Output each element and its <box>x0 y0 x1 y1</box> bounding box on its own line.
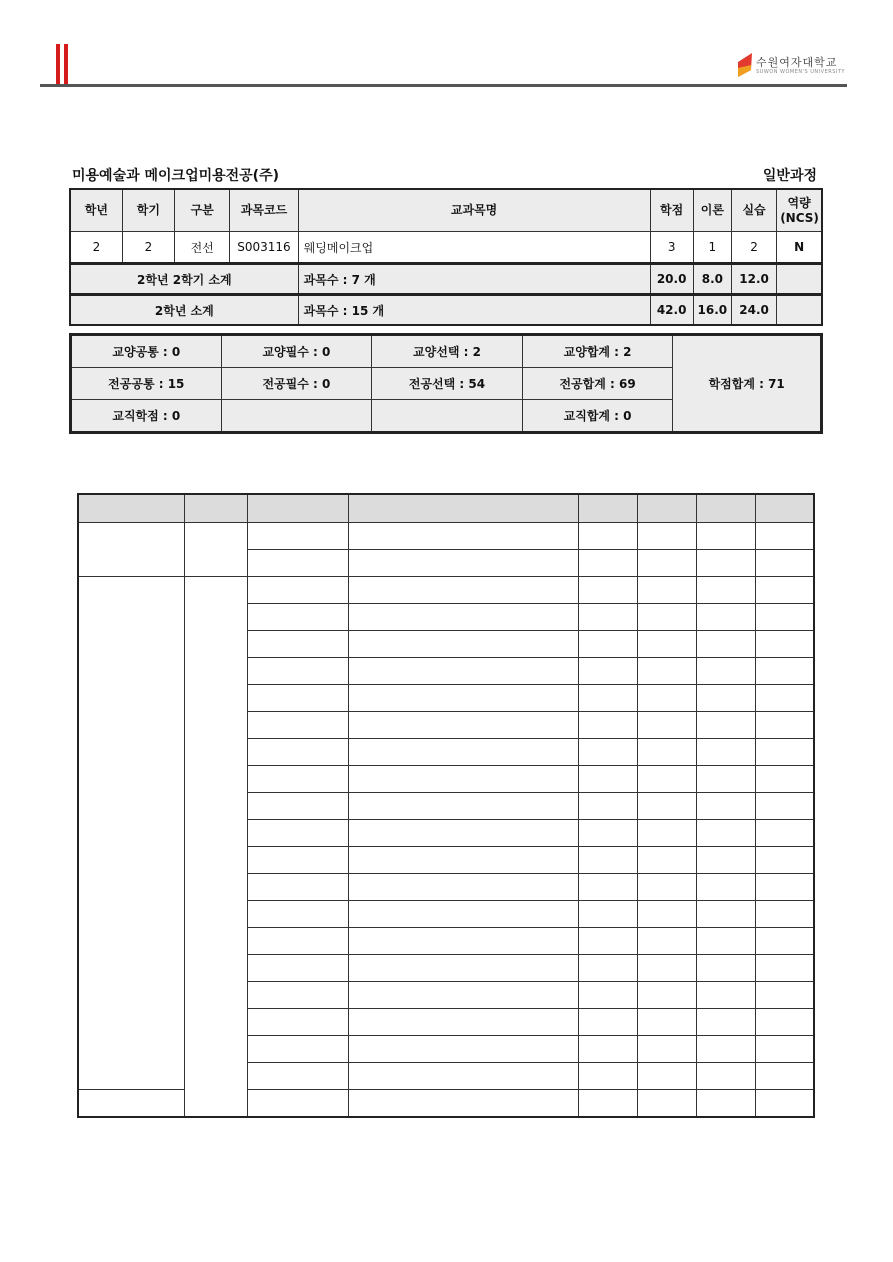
liberal-total: 교양합계 : 2 <box>522 335 673 368</box>
blank-cell <box>637 550 696 577</box>
blank-cell <box>637 658 696 685</box>
cell-year: 2 <box>70 232 122 264</box>
blank-cell <box>247 685 348 712</box>
blank-cell <box>349 847 579 874</box>
blank-cell <box>349 820 579 847</box>
blank-cell <box>578 739 637 766</box>
header-theory: 이론 <box>693 189 731 232</box>
credit-summary-table <box>69 333 823 434</box>
blank-cell <box>578 604 637 631</box>
blank-cell <box>756 631 814 658</box>
blank-cell <box>756 1009 814 1036</box>
blank-cell <box>697 1090 756 1118</box>
blank-cell <box>578 1063 637 1090</box>
major-elective: 전공선택 : 54 <box>372 368 523 400</box>
blank-cell <box>578 928 637 955</box>
blank-cell <box>637 1090 696 1118</box>
blank-cell <box>697 631 756 658</box>
blank-cell <box>756 847 814 874</box>
blank-header-cell <box>637 494 696 523</box>
blank-cell <box>578 658 637 685</box>
blank-cell <box>349 982 579 1009</box>
blank-cell <box>578 793 637 820</box>
blank-cell <box>756 982 814 1009</box>
blank-cell <box>349 1063 579 1090</box>
teaching-empty-1 <box>221 400 372 433</box>
blank-cell <box>349 1036 579 1063</box>
blank-cell <box>756 658 814 685</box>
header-ncs: 역량 (NCS) <box>777 189 822 232</box>
blank-header-cell <box>756 494 814 523</box>
blank-cell <box>578 847 637 874</box>
header-year: 학년 <box>70 189 122 232</box>
blank-cell <box>697 928 756 955</box>
blank-cell <box>247 874 348 901</box>
subtotal-theory: 16.0 <box>693 295 731 326</box>
blank-cell <box>247 928 348 955</box>
header-accent-bar-left <box>56 44 60 84</box>
blank-cell <box>349 631 579 658</box>
blank-cell <box>697 1036 756 1063</box>
major-common: 전공공통 : 15 <box>71 368 222 400</box>
blank-cell <box>247 820 348 847</box>
blank-cell <box>578 766 637 793</box>
blank-cell <box>578 1036 637 1063</box>
table-row <box>70 232 822 264</box>
blank-cell <box>349 658 579 685</box>
blank-cell <box>756 1063 814 1090</box>
blank-cell <box>697 685 756 712</box>
blank-cell <box>247 901 348 928</box>
blank-cell <box>637 1036 696 1063</box>
blank-cell <box>349 766 579 793</box>
blank-cell <box>349 685 579 712</box>
major-total: 전공합계 : 69 <box>522 368 673 400</box>
header-practice: 실습 <box>731 189 776 232</box>
blank-cell <box>637 523 696 550</box>
blank-cell <box>756 604 814 631</box>
blank-cell <box>349 523 579 550</box>
blank-cell <box>578 631 637 658</box>
blank-cell <box>756 820 814 847</box>
blank-cell <box>247 523 348 550</box>
blank-cell <box>578 1009 637 1036</box>
department-title: 미용예술과 메이크업미용전공(주) <box>72 168 280 184</box>
header-accent-bar-right <box>64 44 68 84</box>
cell-theory: 1 <box>693 232 731 264</box>
blank-cell <box>247 658 348 685</box>
blank-cell <box>756 1090 814 1118</box>
blank-cell <box>78 523 184 577</box>
blank-cell <box>637 1063 696 1090</box>
subtotal-credits: 42.0 <box>650 295 693 326</box>
blank-cell <box>349 928 579 955</box>
blank-cell <box>247 550 348 577</box>
blank-cell <box>247 955 348 982</box>
blank-cell <box>184 577 247 1118</box>
blank-cell <box>697 874 756 901</box>
blank-cell <box>578 955 637 982</box>
blank-cell <box>697 1063 756 1090</box>
course-type-label: 일반과정 <box>762 168 817 184</box>
blank-cell <box>637 874 696 901</box>
table-row <box>78 577 814 604</box>
blank-cell <box>349 550 579 577</box>
blank-cell <box>756 523 814 550</box>
blank-cell <box>637 955 696 982</box>
teaching-credits: 교직학점 : 0 <box>71 400 222 433</box>
cell-semester: 2 <box>122 232 174 264</box>
blank-header-cell <box>349 494 579 523</box>
header-course-code: 과목코드 <box>230 189 298 232</box>
blank-header-cell <box>697 494 756 523</box>
blank-cell <box>637 739 696 766</box>
blank-cell <box>247 577 348 604</box>
blank-cell <box>578 685 637 712</box>
blank-cell <box>697 523 756 550</box>
blank-cell <box>637 604 696 631</box>
blank-cell <box>756 739 814 766</box>
blank-cell <box>637 685 696 712</box>
subtotal-practice: 12.0 <box>731 264 776 295</box>
subtotal-course-count: 과목수 : 7 개 <box>298 264 650 295</box>
subtotal-course-count: 과목수 : 15 개 <box>298 295 650 326</box>
blank-cell <box>578 820 637 847</box>
blank-cell <box>349 1090 579 1118</box>
university-name: 수원여자대학교 <box>756 56 838 69</box>
header-divider <box>40 84 847 87</box>
blank-cell <box>247 712 348 739</box>
teaching-empty-2 <box>372 400 523 433</box>
blank-cell <box>578 577 637 604</box>
blank-cell <box>697 1009 756 1036</box>
blank-cell <box>697 766 756 793</box>
blank-cell <box>637 982 696 1009</box>
blank-cell <box>349 739 579 766</box>
blank-cell <box>578 874 637 901</box>
blank-cell <box>349 577 579 604</box>
blank-cell <box>756 793 814 820</box>
blank-cell <box>349 874 579 901</box>
blank-header-row <box>78 494 814 523</box>
blank-cell <box>637 793 696 820</box>
blank-cell <box>637 1009 696 1036</box>
blank-cell <box>756 874 814 901</box>
blank-cell <box>756 1036 814 1063</box>
blank-cell <box>637 766 696 793</box>
header-category: 구분 <box>175 189 230 232</box>
blank-cell <box>756 955 814 982</box>
blank-header-cell <box>184 494 247 523</box>
blank-cell <box>247 1063 348 1090</box>
liberal-required: 교양필수 : 0 <box>221 335 372 368</box>
university-subtitle: SUWON WOMEN'S UNIVERSITY <box>756 69 845 75</box>
blank-header-cell <box>247 494 348 523</box>
blank-cell <box>578 550 637 577</box>
blank-cell <box>756 712 814 739</box>
subtotal-practice: 24.0 <box>731 295 776 326</box>
grand-total: 학점합계 : 71 <box>673 335 822 433</box>
blank-cell <box>247 793 348 820</box>
blank-cell <box>756 577 814 604</box>
blank-cell <box>247 1009 348 1036</box>
subtotal-ncs <box>777 295 822 326</box>
blank-cell <box>697 712 756 739</box>
liberal-common: 교양공통 : 0 <box>71 335 222 368</box>
blank-cell <box>247 766 348 793</box>
subtotal-ncs <box>777 264 822 295</box>
blank-cell <box>697 982 756 1009</box>
curriculum-table <box>69 188 823 326</box>
cell-ncs: N <box>777 232 822 264</box>
blank-cell <box>247 1090 348 1118</box>
blank-cell <box>637 631 696 658</box>
blank-cell <box>637 847 696 874</box>
blank-curriculum-table <box>77 493 815 1118</box>
blank-cell <box>349 955 579 982</box>
year-subtotal-row <box>70 295 822 326</box>
liberal-elective: 교양선택 : 2 <box>372 335 523 368</box>
university-logo <box>736 53 846 81</box>
semester-subtotal-row <box>70 264 822 295</box>
cell-course-name: 웨딩메이크업 <box>298 232 650 264</box>
subtotal-credits: 20.0 <box>650 264 693 295</box>
blank-cell <box>697 577 756 604</box>
blank-cell <box>697 658 756 685</box>
blank-cell <box>247 604 348 631</box>
blank-cell <box>697 793 756 820</box>
teaching-total: 교직합계 : 0 <box>522 400 673 433</box>
header-semester: 학기 <box>122 189 174 232</box>
blank-cell <box>697 550 756 577</box>
blank-cell <box>349 712 579 739</box>
blank-cell <box>247 631 348 658</box>
blank-cell <box>349 1009 579 1036</box>
blank-cell <box>756 901 814 928</box>
cell-course-code: S003116 <box>230 232 298 264</box>
cell-practice: 2 <box>731 232 776 264</box>
blank-cell <box>578 523 637 550</box>
blank-cell <box>578 982 637 1009</box>
blank-cell <box>247 1036 348 1063</box>
blank-cell <box>756 766 814 793</box>
blank-cell <box>697 604 756 631</box>
table-row <box>78 523 814 550</box>
blank-cell <box>349 793 579 820</box>
blank-cell <box>247 847 348 874</box>
blank-cell <box>756 550 814 577</box>
blank-cell <box>697 847 756 874</box>
subtotal-label: 2학년 소계 <box>70 295 298 326</box>
subtotal-label: 2학년 2학기 소계 <box>70 264 298 295</box>
blank-cell <box>578 1090 637 1118</box>
header-course-name: 교과목명 <box>298 189 650 232</box>
blank-cell <box>78 577 184 1090</box>
blank-cell <box>578 901 637 928</box>
blank-cell <box>349 604 579 631</box>
blank-cell <box>184 523 247 577</box>
header-credits: 학점 <box>650 189 693 232</box>
blank-cell <box>78 1090 184 1118</box>
blank-cell <box>697 955 756 982</box>
curriculum-header-row <box>70 189 822 232</box>
blank-cell <box>756 685 814 712</box>
blank-cell <box>697 739 756 766</box>
blank-cell <box>247 739 348 766</box>
blank-cell <box>697 820 756 847</box>
blank-header-cell <box>78 494 184 523</box>
summary-row-liberal <box>71 335 822 368</box>
blank-cell <box>578 712 637 739</box>
blank-cell <box>349 901 579 928</box>
blank-cell <box>697 901 756 928</box>
blank-cell <box>637 901 696 928</box>
blank-cell <box>637 712 696 739</box>
university-emblem-icon <box>736 53 754 79</box>
blank-cell <box>756 928 814 955</box>
major-required: 전공필수 : 0 <box>221 368 372 400</box>
blank-cell <box>637 820 696 847</box>
cell-credits: 3 <box>650 232 693 264</box>
blank-cell <box>637 928 696 955</box>
subtotal-theory: 8.0 <box>693 264 731 295</box>
blank-header-cell <box>578 494 637 523</box>
blank-cell <box>247 982 348 1009</box>
cell-category: 전선 <box>175 232 230 264</box>
blank-cell <box>637 577 696 604</box>
